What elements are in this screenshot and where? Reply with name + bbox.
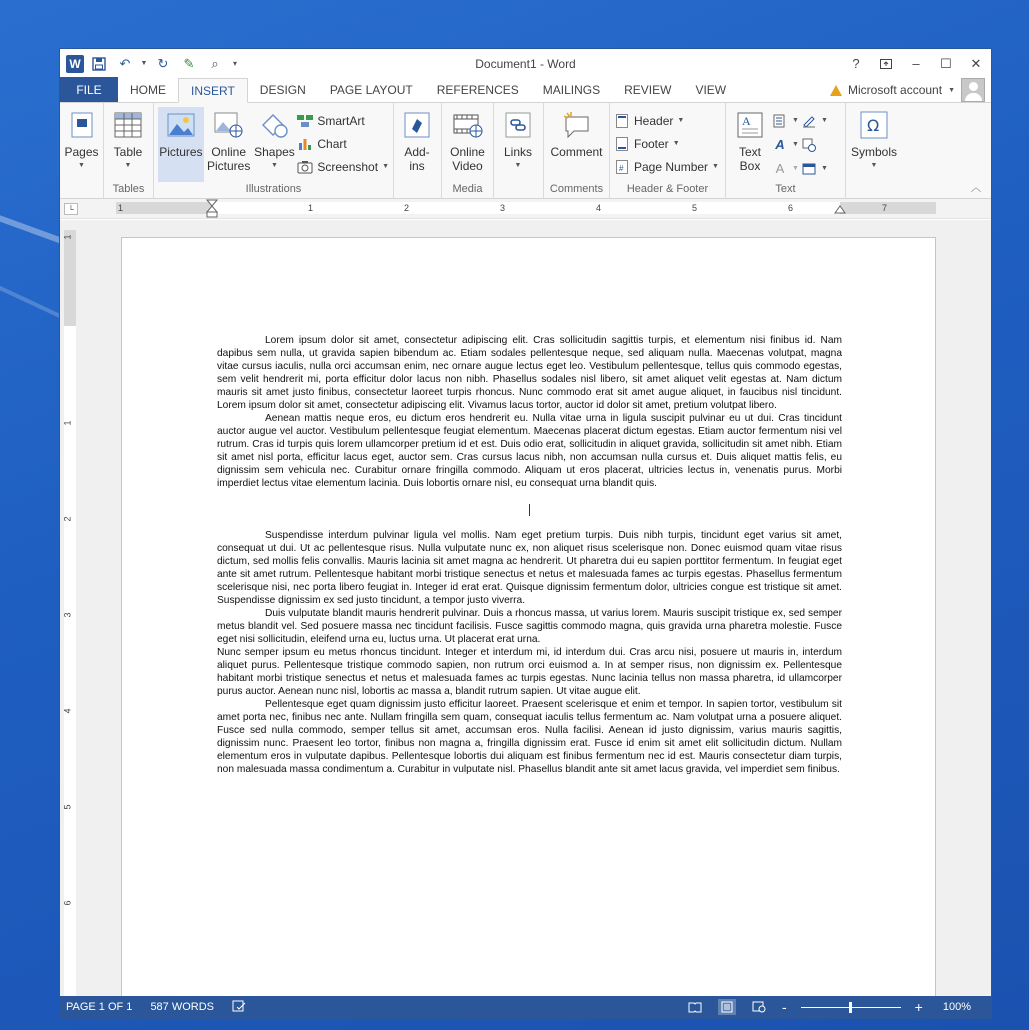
footer-button[interactable] xyxy=(614,134,719,153)
links-button[interactable] xyxy=(498,107,538,182)
tab-insert[interactable]: INSERT xyxy=(178,78,248,103)
print-preview-icon[interactable]: ⌕ xyxy=(211,55,219,71)
ruler-number: 1 xyxy=(118,203,124,213)
collapse-ribbon-icon[interactable]: ︿ xyxy=(971,183,981,194)
save-icon[interactable] xyxy=(88,53,110,75)
paragraph[interactable]: Duis vulputate blandit mauris hendrerit pulvinar. Duis a rhoncus massa, ut varius lorem. Mauris suscipit tristique ex, sed semper metus blandit vel. Sed posuere massa nec tincidunt facilisis. Fusce sagittis commodo magna, quis gravida urna pharetra molestie. Fusce eget nisi sollicitudin, eleifend urna eu, luctus urna. Ut placerat erat urna. xyxy=(217,608,842,645)
paragraph[interactable]: Lorem ipsum dolor sit amet, consectetur adipiscing elit. Cras sollicitudin sagittis turpis, et elementum nisi finibus id. Nam dapibus sem nulla, ut gravida sapien bibendum ac. Etiam sodales pellentesque neque, sed aliquam nulla. Maecenas volutpat, magna vitae cursus iaculis, nulla orci accumsan enim, nec ornare augue lectus eget leo. Vestibulum pellentesque, tellus quis commodo egestas, sem velit hendrerit mi, porta efficitur dolor lacus non nibh. Phasellus sodales nisl libero, sit amet aliquet velit egestas at. Nam dictum mauris sit amet justo finibus, consectetur laoreet turpis rhoncus. Nunc commodo erat sit amet augue aliquet, in faucibus nisl tincidunt. Lorem ipsum dolor sit amet, consectetur adipiscing elit. Vivamus lacus tortor, auctor id dolor sit amet, pretium volutpat libero. xyxy=(217,335,842,411)
symbols-button[interactable] xyxy=(850,107,898,182)
link-icon xyxy=(502,109,534,141)
add-ins-label-2: ins xyxy=(409,159,425,173)
page-number-label: Page Number xyxy=(634,159,709,174)
horizontal-ruler-row xyxy=(60,199,991,219)
undo-icon[interactable]: ↶ xyxy=(119,55,131,71)
text-box-label-2: Box xyxy=(739,159,761,173)
print-layout-icon[interactable] xyxy=(718,999,736,1015)
ruler-number: 4 xyxy=(596,203,602,213)
chevron-down-icon: ▼ xyxy=(792,141,799,148)
text-box-button[interactable] xyxy=(730,107,770,182)
chevron-down-icon: ▼ xyxy=(870,162,878,169)
zoom-out-button[interactable]: - xyxy=(782,999,787,1015)
document-title: Document1 - Word xyxy=(475,57,576,71)
maximize-button[interactable]: ☐ xyxy=(940,55,952,71)
tab-design[interactable]: DESIGN xyxy=(259,83,306,97)
ruler-number: 1 xyxy=(308,203,314,213)
proofing-icon[interactable] xyxy=(232,1000,246,1015)
ruler-number: 1 xyxy=(62,234,73,240)
pictures-button[interactable] xyxy=(158,107,204,182)
touch-mode-icon[interactable]: ✎ xyxy=(183,55,195,71)
group-symbols xyxy=(846,103,902,198)
ribbon-display-options-icon[interactable] xyxy=(871,49,901,78)
header-label: Header xyxy=(634,113,674,128)
word-count[interactable]: 587 WORDS xyxy=(150,1001,215,1013)
add-ins-button[interactable] xyxy=(398,107,436,182)
horizontal-ruler[interactable] xyxy=(116,202,936,214)
warning-icon xyxy=(830,85,842,96)
minimize-button[interactable]: – xyxy=(912,56,920,71)
redo-icon[interactable]: ↻ xyxy=(157,55,169,71)
screenshot-label: Screenshot xyxy=(317,159,379,174)
online-video-icon xyxy=(452,109,484,141)
group-label-media: Media xyxy=(452,183,483,195)
text-small-buttons-2 xyxy=(801,107,828,182)
undo-dropdown-icon[interactable]: ▼ xyxy=(140,60,148,67)
chevron-down-icon: ▼ xyxy=(382,163,389,170)
ruler-number: 2 xyxy=(62,516,73,522)
chevron-down-icon: ▼ xyxy=(712,163,719,170)
ruler-number: 3 xyxy=(500,203,506,213)
window-controls xyxy=(841,49,991,78)
links-label: Links xyxy=(503,145,532,159)
chevron-down-icon: ▼ xyxy=(820,165,828,172)
pages-label: Pages xyxy=(64,145,99,159)
read-mode-icon[interactable] xyxy=(686,999,704,1015)
group-text xyxy=(726,103,846,198)
paragraph[interactable]: Pellentesque eget quam dignissim justo efficitur laoreet. Praesent scelerisque et enim et tempor. In sapien tortor, vestibulum sit amet porta nec, finibus nec ante. Nullam fringilla sem quam, consequat iaculis tellus fermentum ac. Nam volutpat urna a posuere aliquet. Fusce sed nulla commodo, semper tellus sit amet, accumsan eros. Nulla facilisi. Aenean id justo dignissim, varius mauris sagittis, dignissim nunc. Praesent leo tortor, finibus non magna a, fringilla dignissim erat. Fusce id enim sit amet elit sollicitudin dictum. Nullam elementum eros in vulputate dapibus. Pellentesque lobortis dui aliquam est finibus fermentum nec id est. Mauris consectetur diam turpis, non malesuada massa condimentum a. Curabitur in vulputate nisl. Phasellus blandit ante sit amet lacus gravida, vel imperdiet sem finibus. xyxy=(217,699,842,775)
svg-text:#: # xyxy=(619,163,624,173)
ruler-number: 3 xyxy=(62,612,73,618)
tab-references[interactable]: REFERENCES xyxy=(436,83,519,97)
pages-icon xyxy=(66,109,98,141)
text-small-buttons xyxy=(772,107,799,182)
tab-page-layout[interactable]: PAGE LAYOUT xyxy=(329,83,413,97)
account-label: Microsoft account xyxy=(848,83,943,97)
paragraph[interactable]: Nunc semper ipsum eu metus rhoncus tincidunt. Integer et interdum mi, id interdum dui. Cras arcu nisi, posuere ut mauris in, interdum aliquet purus. Pellentesque tristique commodo sapien, non rutrum orci euismod a. In at semper risus, non dignissim ex. Pellentesque habitant morbi tristique senectus et netus et malesuada fames ac turpis egestas. Nunc lacinia tellus non massa pharetra, id ullamcorper purus auctor. Aenean nunc nisl, lobortis ac massa a, blandit rutrum sapien. Ut vitae augue elit. xyxy=(217,647,842,697)
chevron-down-icon: ▼ xyxy=(792,165,799,172)
pictures-label: Pictures xyxy=(159,145,203,159)
chart-button[interactable] xyxy=(297,134,389,153)
online-video-label-2: Video xyxy=(452,159,483,173)
chevron-down-icon: ▼ xyxy=(948,86,955,94)
zoom-level[interactable]: 100% xyxy=(942,1001,971,1013)
quick-parts-icon xyxy=(772,113,788,129)
online-video-button[interactable] xyxy=(446,107,489,182)
chevron-down-icon: ▼ xyxy=(677,117,685,124)
title-bar xyxy=(60,49,991,78)
paragraph[interactable]: Suspendisse interdum pulvinar ligula vel mollis. Nam eget pretium turpis. Duis nibh turpis, tincidunt eget varius sit amet, consequat ut dui. Ut ac pellentesque risus. Nulla vulputate nunc ex, non aliquet risus scelerisque non. Donec euismod quam vitae risus dictum, sed mollis felis convallis. Mauris lacinia sit amet magna ac hendrerit. Ut pharetra dui eu sapien porttitor fermentum. In feugiat eget ante sit amet rutrum. Pellentesque habitant morbi tristique senectus et netus et malesuada fames ac turpis egestas. Phasellus fermentum scelerisque nisi, nec porta libero feugiat in. Integer id erat erat. Quisque dignissim fermentum dolor, ultricies congue est tristique sit amet. Suspendisse dignissim ex sed justo tincidunt, a tempor justo viverra. xyxy=(217,530,842,606)
screenshot-button[interactable] xyxy=(297,157,389,176)
smartart-label: SmartArt xyxy=(317,113,365,128)
tab-review[interactable]: REVIEW xyxy=(624,83,672,97)
drop-cap-icon: A xyxy=(775,161,785,176)
group-label-text: Text xyxy=(775,183,796,195)
wordart-icon: A xyxy=(775,137,785,152)
word-window xyxy=(59,48,992,1019)
online-video-label-1: Online xyxy=(450,145,485,159)
table-icon xyxy=(112,109,144,141)
table-label: Table xyxy=(113,145,143,159)
footer-label: Footer xyxy=(634,136,669,151)
online-pictures-button[interactable] xyxy=(206,107,252,182)
footer-icon xyxy=(614,136,630,152)
pages-button[interactable] xyxy=(64,107,99,182)
group-comments xyxy=(544,103,610,198)
right-indent-marker-icon[interactable] xyxy=(834,204,846,214)
drop-cap-button[interactable] xyxy=(772,159,799,178)
zoom-slider[interactable] xyxy=(801,1007,901,1008)
tab-selector-icon[interactable]: └ xyxy=(64,203,78,215)
date-time-button[interactable] xyxy=(801,135,828,154)
vertical-ruler[interactable] xyxy=(64,230,76,998)
group-tables xyxy=(104,103,154,198)
text-box-icon xyxy=(734,109,766,141)
paragraph[interactable]: Aenean mattis neque eros, eu dictum eros hendrerit eu. Nulla vitae urna in ligula suscipit pulvinar eu ut dui. Cras tincidunt auctor augue vel auctor. Vestibulum pellentesque feugiat elementum. Maecenas placerat dictum egestas. Etiam auctor fermentum nisi vel rutrum. Cras id turpis quis lorem ullamcorper pretium id et est. Duis odio erat, sollicitudin in aliquet gravida, sollicitudin sit amet nibh. Etiam sit amet nisl porta, efficitur lacus eget, auctor sem. Cras cursus lacus nibh, non accumsan nulla cursus et. Duis aliquet mattis felis, eu dignissim sem vehicula nec. Curabitur ornare fringilla commodo. Aliquam ut eros placerat, ultricies lectus in, venenatis purus. Morbi imperdiet lectus vitae elementum lacinia. Duis lobortis ornare nisl, eu consequat urna blandit quis. xyxy=(217,413,842,489)
chevron-down-icon: ▼ xyxy=(124,162,132,169)
ruler-number: 6 xyxy=(62,900,73,906)
chevron-down-icon: ▼ xyxy=(820,117,828,124)
indent-marker-icon[interactable] xyxy=(206,199,218,219)
tab-home[interactable]: HOME xyxy=(130,83,166,97)
status-bar xyxy=(60,996,991,1018)
ruler-number: 6 xyxy=(788,203,794,213)
ruler-number: 1 xyxy=(62,420,73,426)
online-pictures-icon xyxy=(213,109,245,141)
page-count[interactable]: PAGE 1 OF 1 xyxy=(66,1001,133,1013)
chevron-down-icon: ▼ xyxy=(514,162,522,169)
wordart-button[interactable] xyxy=(772,135,799,154)
shapes-button[interactable] xyxy=(254,107,296,182)
comment-button[interactable] xyxy=(548,107,605,182)
text-cursor xyxy=(529,504,530,516)
omega-icon xyxy=(858,109,890,141)
header-button[interactable] xyxy=(614,111,719,130)
object-icon xyxy=(801,161,817,177)
word-logo-icon[interactable]: W xyxy=(66,55,84,73)
ribbon-insert xyxy=(60,103,991,199)
header-icon xyxy=(614,113,630,129)
online-pictures-label-1: Online xyxy=(211,145,247,159)
chevron-down-icon: ▼ xyxy=(672,140,680,147)
customize-qat-icon[interactable]: ▾ xyxy=(232,59,237,68)
document-body[interactable] xyxy=(217,334,842,776)
tab-view[interactable]: VIEW xyxy=(695,83,727,97)
quick-access-toolbar xyxy=(60,53,240,75)
ruler-number: 5 xyxy=(692,203,698,213)
comment-label: Comment xyxy=(550,145,603,159)
group-links xyxy=(494,103,544,198)
smartart-icon xyxy=(297,113,313,129)
group-addins xyxy=(394,103,442,198)
shapes-label: Shapes xyxy=(254,145,295,159)
group-pages xyxy=(60,103,104,198)
illustrations-small-buttons xyxy=(297,107,389,182)
svg-text:Ω: Ω xyxy=(867,116,880,135)
calendar-clock-icon xyxy=(801,137,817,153)
zoom-slider-thumb[interactable] xyxy=(849,1002,852,1013)
group-header-footer xyxy=(610,103,726,198)
account-area[interactable] xyxy=(830,78,991,102)
page-number-icon xyxy=(614,159,630,175)
chevron-down-icon: ▼ xyxy=(78,162,85,169)
header-footer-buttons xyxy=(614,107,719,182)
text-box-label-1: Text xyxy=(738,145,761,159)
signature-line-button[interactable] xyxy=(801,111,828,130)
shapes-icon xyxy=(258,109,290,141)
chart-icon xyxy=(297,136,313,152)
screenshot-icon xyxy=(297,159,313,175)
group-label-comments: Comments xyxy=(549,183,604,195)
page-number-button[interactable] xyxy=(614,157,719,176)
web-layout-icon[interactable] xyxy=(750,999,768,1015)
ruler-number: 2 xyxy=(404,203,410,213)
group-label-illustrations: Illustrations xyxy=(245,183,302,195)
ruler-number: 5 xyxy=(62,804,73,810)
avatar[interactable] xyxy=(961,78,985,102)
group-label-header-footer: Header & Footer xyxy=(626,183,709,195)
group-illustrations xyxy=(154,103,394,198)
comment-icon xyxy=(561,109,593,141)
store-icon xyxy=(401,109,433,141)
empty-paragraph[interactable] xyxy=(217,490,842,529)
signature-icon xyxy=(801,113,817,129)
document-page[interactable] xyxy=(121,237,936,998)
help-button[interactable]: ? xyxy=(852,56,860,71)
close-button[interactable]: ✕ xyxy=(970,55,982,71)
chart-label: Chart xyxy=(317,136,347,151)
zoom-in-button[interactable]: + xyxy=(914,999,923,1015)
quick-parts-button[interactable] xyxy=(772,111,799,130)
chevron-down-icon: ▼ xyxy=(270,162,278,169)
chevron-down-icon: ▼ xyxy=(792,117,799,124)
group-media xyxy=(442,103,494,198)
tab-file[interactable]: FILE xyxy=(60,77,118,102)
object-button[interactable] xyxy=(801,159,828,178)
pictures-icon xyxy=(165,109,197,141)
smartart-button[interactable] xyxy=(297,111,389,130)
document-area[interactable] xyxy=(60,220,991,998)
symbols-label: Symbols xyxy=(850,145,897,159)
online-pictures-label-2: Pictures xyxy=(206,159,251,173)
status-right xyxy=(686,999,991,1015)
table-button[interactable] xyxy=(108,107,148,182)
tab-mailings[interactable]: MAILINGS xyxy=(542,83,601,97)
ruler-number: 7 xyxy=(882,203,888,213)
ribbon-tabs xyxy=(60,78,991,103)
svg-text:A: A xyxy=(742,114,751,128)
group-label-tables: Tables xyxy=(112,183,145,195)
ruler-number: 4 xyxy=(62,708,73,714)
add-ins-label-1: Add- xyxy=(404,145,430,159)
